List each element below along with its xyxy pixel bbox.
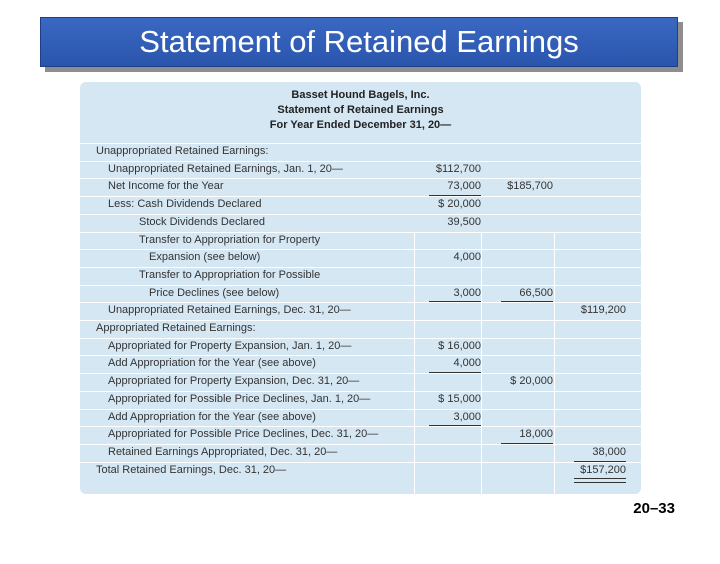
- statement-row: [80, 196, 641, 214]
- amount-col1: 73,000: [447, 180, 481, 193]
- statement-row: [80, 285, 641, 303]
- statement-row: [80, 444, 641, 462]
- statement-row: [80, 143, 641, 161]
- statement-row: [80, 232, 641, 250]
- amount-col1: 4,000: [453, 251, 481, 264]
- double-underline: [574, 478, 626, 483]
- row-label: Add Appropriation for the Year (see above): [108, 357, 316, 370]
- page-number: 20–33: [633, 500, 675, 517]
- row-label: Unappropriated Retained Earnings:: [96, 145, 269, 157]
- row-label: Add Appropriation for the Year (see above): [108, 410, 316, 423]
- row-label: Transfer to Appropriation for Property: [139, 233, 321, 246]
- row-label: Appropriated Retained Earnings:: [96, 322, 256, 334]
- statement-title: Statement of Retained Earnings: [277, 104, 444, 116]
- amount-col3: 38,000: [592, 445, 626, 458]
- row-label: Total Retained Earnings, Dec. 31, 20—: [96, 463, 287, 476]
- amount-col2: 66,500: [519, 286, 553, 299]
- row-label: Expansion (see below): [149, 251, 261, 264]
- statement-row: [80, 161, 641, 179]
- row-label: Stock Dividends Declared: [139, 215, 265, 228]
- amount-col1: 39,500: [447, 215, 481, 228]
- amount-col3: $119,200: [580, 304, 626, 317]
- row-label: Appropriated for Possible Price Declines, Dec. 31, 20—: [108, 428, 379, 441]
- row-label: Price Declines (see below): [149, 286, 280, 299]
- column-separator: [481, 232, 482, 564]
- amount-col2: $185,700: [507, 180, 553, 193]
- amount-col1: $ 20,000: [438, 198, 481, 211]
- statement-row: [80, 409, 641, 427]
- statement-row: [80, 178, 641, 196]
- statement-row: [80, 462, 641, 480]
- statement-row: [80, 373, 641, 391]
- amount-col1: 3,000: [453, 286, 481, 299]
- amount-col2: 18,000: [519, 428, 553, 441]
- statement-panel: [80, 82, 641, 494]
- row-label: Unappropriated Retained Earnings, Jan. 1, 20—: [108, 162, 343, 175]
- row-label: Retained Earnings Appropriated, Dec. 31, 20—: [108, 445, 338, 458]
- statement-period: For Year Ended December 31, 20—: [269, 119, 452, 131]
- statement-row: [80, 267, 641, 285]
- amount-col2: $ 20,000: [510, 375, 553, 388]
- slide-title: Statement of Retained Earnings: [40, 17, 678, 67]
- statement-row: [80, 214, 641, 232]
- row-label: Appropriated for Possible Price Declines, Jan. 1, 20—: [108, 392, 371, 405]
- statement-row: [80, 320, 641, 338]
- statement-row: [80, 355, 641, 373]
- row-label: Appropriated for Property Expansion, Jan. 1, 20—: [108, 339, 352, 352]
- company-name: Basset Hound Bagels, Inc.: [291, 89, 430, 101]
- amount-col1: 3,000: [453, 410, 481, 423]
- row-label: Net Income for the Year: [108, 180, 224, 193]
- statement-row: [80, 391, 641, 409]
- amount-col1: $ 15,000: [438, 392, 481, 405]
- row-label: Unappropriated Retained Earnings, Dec. 31, 20—: [108, 304, 351, 317]
- column-separator: [554, 232, 555, 564]
- statement-row: [80, 338, 641, 356]
- statement-row: [80, 249, 641, 267]
- statement-row: [80, 302, 641, 320]
- amount-col1: 4,000: [453, 357, 481, 370]
- amount-col3: $157,200: [580, 463, 626, 476]
- amount-col1: $ 16,000: [438, 339, 481, 352]
- row-label: Transfer to Appropriation for Possible: [139, 268, 321, 281]
- row-label: Appropriated for Property Expansion, Dec. 31, 20—: [108, 375, 360, 388]
- row-label: Less: Cash Dividends Declared: [108, 198, 262, 211]
- amount-col1: $112,700: [435, 162, 481, 175]
- statement-row: [80, 426, 641, 444]
- column-separator: [414, 232, 415, 564]
